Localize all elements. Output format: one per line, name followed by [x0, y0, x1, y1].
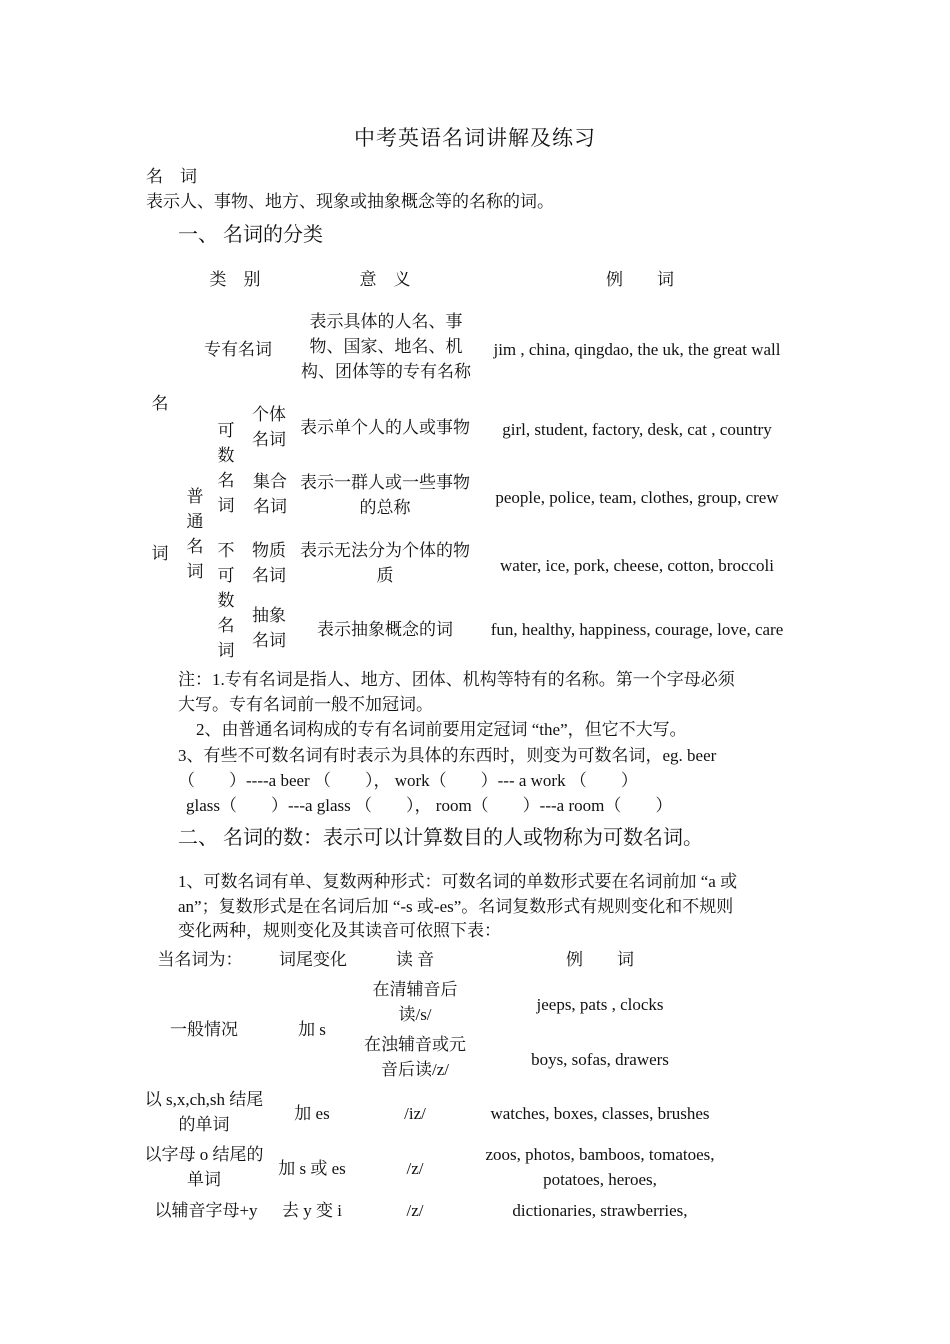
- outer-label-top: 名: [151, 393, 169, 413]
- row-collective-examples: people, police, team, clothes, group, crew: [495, 487, 779, 507]
- note-1-line-2: 大写。专有名词前一般不加冠词。: [178, 695, 433, 714]
- row-material-label: 物质名词: [252, 541, 286, 585]
- general-case-label: 一般情况: [170, 1019, 238, 1039]
- general-sound-1: 在清辅音后读/s/: [372, 980, 458, 1024]
- rule-sxchsh-sound: /iz/: [404, 1103, 426, 1123]
- paragraph-line-3: 变化两种，规则变化及其读音可依照下表：: [178, 921, 501, 940]
- rule-o-sound: /z/: [406, 1158, 424, 1178]
- row-material-meaning: 表示无法分为个体的物质: [300, 541, 470, 585]
- row-material-examples: water, ice, pork, cheese, cotton, broccoli: [499, 555, 775, 575]
- header-examples-2: 例 词: [566, 949, 634, 969]
- note-3-line-2: （ ）----a beer （ ）， work（ ）--- a work （ ）: [178, 771, 638, 790]
- rule-y-label: 以辅音字母+y: [154, 1200, 258, 1220]
- header-pronunciation: 读 音: [395, 949, 435, 969]
- common-noun-label: 普通名词: [186, 487, 204, 581]
- note-3-line-1: 3、有些不可数名词有时表示为具体的东西时，则变为可数名词，eg. beer: [178, 746, 717, 765]
- countable-label: 可数名词: [217, 421, 235, 515]
- rule-sxchsh-label: 以 s,x,ch,sh 结尾的单词: [144, 1090, 264, 1134]
- outer-label-bottom: 词: [151, 543, 169, 563]
- proper-noun-meaning: 表示具体的人名、事物、国家、地名、机构、团体等的专有名称: [301, 311, 471, 381]
- row-collective-label: 集合名词: [253, 472, 287, 516]
- row-individual-examples: girl, student, factory, desk, cat , country: [502, 419, 772, 439]
- rule-sxchsh-examples: watches, boxes, classes, brushes: [490, 1103, 710, 1123]
- section-2-heading: 二、 名词的数：表示可以计算数目的人或物称为可数名词。: [178, 827, 703, 849]
- header-ending: 词尾变化: [279, 949, 347, 969]
- rule-o-change: 加 s 或 es: [278, 1158, 346, 1178]
- general-case-change: 加 s: [298, 1019, 326, 1039]
- heading-word: 名 词: [146, 167, 197, 186]
- paragraph-line-1: 1、可数名词有单、复数两种形式：可数名词的单数形式要在名词前加 “a 或: [178, 872, 738, 891]
- rule-y-change: 去 y 变 i: [282, 1200, 342, 1220]
- header-examples: 例 词: [606, 269, 674, 289]
- header-meaning: 意 义: [359, 269, 411, 289]
- definition: 表示人、事物、地方、现象或抽象概念等的名称的词。: [146, 192, 554, 211]
- general-examples-1: jeeps, pats , clocks: [536, 994, 664, 1014]
- proper-noun-label: 专有名词: [204, 339, 272, 359]
- header-category: 类 别: [209, 269, 261, 289]
- rule-y-examples: dictionaries, strawberries,: [512, 1200, 688, 1220]
- rule-sxchsh-change: 加 es: [294, 1103, 330, 1123]
- paragraph-line-2: an”；复数形式是在名词后加 “-s 或-es”。名词复数形式有规则变化和不规则: [178, 897, 734, 916]
- proper-noun-examples: jim , china, qingdao, the uk, the great wall: [493, 339, 781, 359]
- row-individual-meaning: 表示单个人的人或事物: [300, 417, 470, 437]
- uncountable-label: 不可数名词: [217, 541, 235, 660]
- rule-o-examples: zoos, photos, bamboos, tomatoes, potatoes, heroes,: [485, 1145, 715, 1189]
- section-1-heading: 一、 名词的分类: [178, 224, 323, 246]
- row-individual-label: 个体名词: [252, 405, 286, 449]
- note-2: 2、由普通名词构成的专有名词前要用定冠词 “the”，但它不大写。: [196, 720, 687, 739]
- header-noun-type: 当名词为：: [157, 949, 243, 969]
- rule-o-label: 以字母 o 结尾的单词: [144, 1145, 264, 1189]
- note-3-line-3: glass（ ）---a glass （ ）， room（ ）---a room（ ）: [186, 796, 673, 815]
- rule-y-sound: /z/: [406, 1200, 424, 1220]
- row-abstract-label: 抽象名词: [252, 606, 286, 650]
- row-abstract-examples: fun, healthy, happiness, courage, love, care: [490, 619, 784, 639]
- note-1-line-1: 注：1.专有名词是指人、地方、团体、机构等特有的名称。第一个字母必须: [178, 670, 735, 689]
- general-examples-2: boys, sofas, drawers: [531, 1049, 669, 1069]
- page-title: 中考英语名词讲解及练习: [354, 126, 596, 150]
- general-sound-2: 在浊辅音或元音后读/z/: [364, 1035, 466, 1079]
- row-abstract-meaning: 表示抽象概念的词: [317, 619, 453, 639]
- row-collective-meaning: 表示一群人或一些事物的总称: [300, 473, 470, 517]
